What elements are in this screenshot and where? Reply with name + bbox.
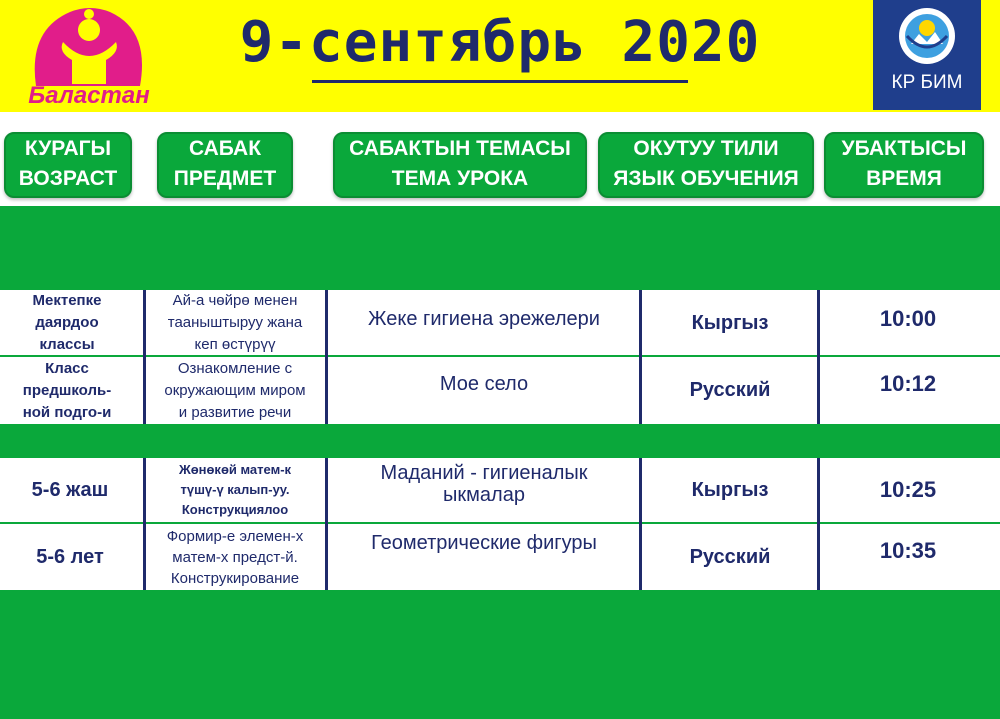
subject-cell: Жөнөкөй матем-к түшү-ү калып-уу. Конструкциялоо <box>178 462 292 517</box>
col-header-time: УБАКТЫСЫ ВРЕМЯ <box>824 132 984 198</box>
language-cell: Кыргыз <box>691 311 769 334</box>
language-cell: Русский <box>689 379 771 401</box>
col-header-topic: САБАКТЫН ТЕМАСЫ ТЕМА УРОКА <box>333 132 587 198</box>
subject-cell: Ай-а чөйрө менен тааныштыруу жана кеп өстүрүү <box>167 292 303 353</box>
subject-cell: Ознакомление с окружающим миром и развитие речи <box>164 359 306 421</box>
kyrgyz-emblem-icon <box>897 6 957 66</box>
table-row <box>0 290 1000 356</box>
topic-cell: Мое село <box>439 373 529 395</box>
table-row <box>0 357 1000 424</box>
topic-cell: Жеке гигиена эрежелери <box>368 308 600 330</box>
topic-cell: Маданий - гигиеналык ыкмалар <box>380 462 588 506</box>
col-header-subject: САБАК ПРЕДМЕТ <box>157 132 293 198</box>
green-band-middle <box>0 424 1000 458</box>
age-cell: 5-6 жаш <box>31 478 109 501</box>
age-cell: 5-6 лет <box>36 545 104 568</box>
column-divider <box>143 290 146 424</box>
col-header-language: ОКУТУУ ТИЛИ ЯЗЫК ОБУЧЕНИЯ <box>598 132 814 198</box>
time-cell: 10:35 <box>879 538 937 563</box>
subject-cell: Формир-е элемен-х матем-х предст-й. Конструкирование <box>166 527 304 587</box>
column-divider <box>639 290 642 424</box>
time-cell: 10:12 <box>879 371 937 396</box>
column-divider <box>817 290 820 424</box>
language-cell: Русский <box>689 545 771 568</box>
green-band-bottom <box>0 590 1000 719</box>
date-title: 9-сентябрь 2020 <box>239 10 761 75</box>
column-divider <box>325 290 328 424</box>
column-divider <box>143 458 146 590</box>
time-cell: 10:25 <box>879 477 937 502</box>
logo-text: Баластан <box>28 82 150 109</box>
title-underline <box>312 80 688 83</box>
time-cell: 10:00 <box>879 306 937 331</box>
age-cell: Класс предшколь- ной подго-и <box>22 359 112 421</box>
column-divider <box>817 458 820 590</box>
topic-cell: Геометрические фигуры <box>371 532 597 554</box>
green-band-top <box>0 206 1000 290</box>
column-divider <box>325 458 328 590</box>
ministry-label: КР БИМ <box>891 72 963 93</box>
col-header-age: КУРАГЫ ВОЗРАСТ <box>4 132 132 198</box>
column-divider <box>639 458 642 590</box>
language-cell: Кыргыз <box>691 478 769 501</box>
table-row <box>0 524 1000 590</box>
table-row <box>0 458 1000 522</box>
age-cell: Мектепке даярдоо классы <box>32 292 102 353</box>
